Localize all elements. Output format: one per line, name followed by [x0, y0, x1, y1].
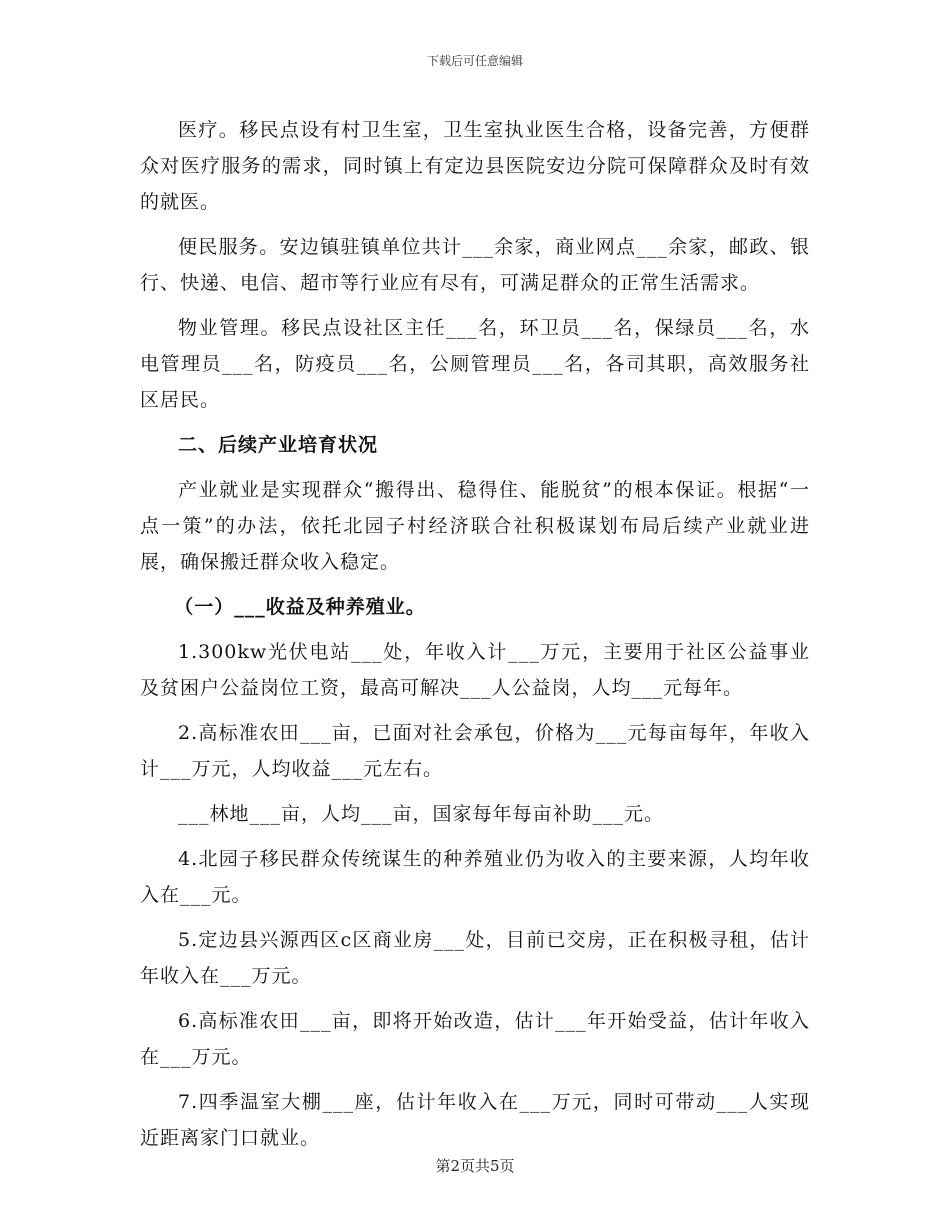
list-item-commercial-housing: 5.定边县兴源西区c区商业房___处，目前已交房，正在积极寻租，估计年收入在___万元。	[140, 929, 810, 987]
paragraph-property-management: 物业管理。移民点设社区主任___名，环卫员___名，保绿员___名，水电管理员___名，防疫员___名，公厕管理员___名，各司其职，高效服务社区居民。	[140, 317, 810, 411]
list-item-traditional-farming: 4.北园子移民群众传统谋生的种养殖业仍为收入的主要来源，人均年收入在___元。	[140, 848, 810, 906]
list-item-farmland-renovation: 6.高标准农田___亩，即将开始改造，估计___年开始受益，估计年收入在___万元。	[140, 1010, 810, 1068]
list-item-farmland: 2.高标准农田___亩，已面对社会承包，价格为___元每亩每年，年收入计___万元，人均收益___元左右。	[140, 722, 810, 780]
paragraph-medical: 医疗。移民点设有村卫生室，卫生室执业医生合格，设备完善，方便群众对医疗服务的需求，同时镇上有定边县医院安边分院可保障群众及时有效的就医。	[140, 119, 810, 213]
paragraph-convenience-service: 便民服务。安边镇驻镇单位共计___余家，商业网点___余家，邮政、银行、快递、电信、超市等行业应有尽有，可满足群众的正常生活需求。	[140, 236, 810, 294]
list-item-greenhouse: 7.四季温室大棚___座，估计年收入在___万元，同时可带动___人实现近距离家门口就业。	[140, 1091, 810, 1149]
subsection-heading-income: （一）___收益及种养殖业。	[174, 596, 426, 618]
list-item-solar-station: 1.300kw光伏电站___处，年收入计___万元，主要用于社区公益事业及贫困户公益岗位工资，最高可解决___人公益岗，人均___元每年。	[140, 641, 810, 699]
paragraph-industry-employment: 产业就业是实现群众“搬得出、稳得住、能脱贫”的根本保证。根据“一点一策”的办法，依托北园子村经济联合社积极谋划布局后续产业就业进展，确保搬迁群众收入稳定。	[140, 479, 810, 573]
page-header-note: 下载后可任意编辑	[426, 54, 523, 68]
page-number-footer: 第2页共5页	[435, 1157, 515, 1175]
document-body	[140, 112, 810, 1165]
list-item-forest-land: ___林地___亩，人均___亩，国家每年每亩补助___元。	[178, 803, 665, 825]
section-heading-industry: 二、后续产业培育状况	[178, 434, 379, 456]
